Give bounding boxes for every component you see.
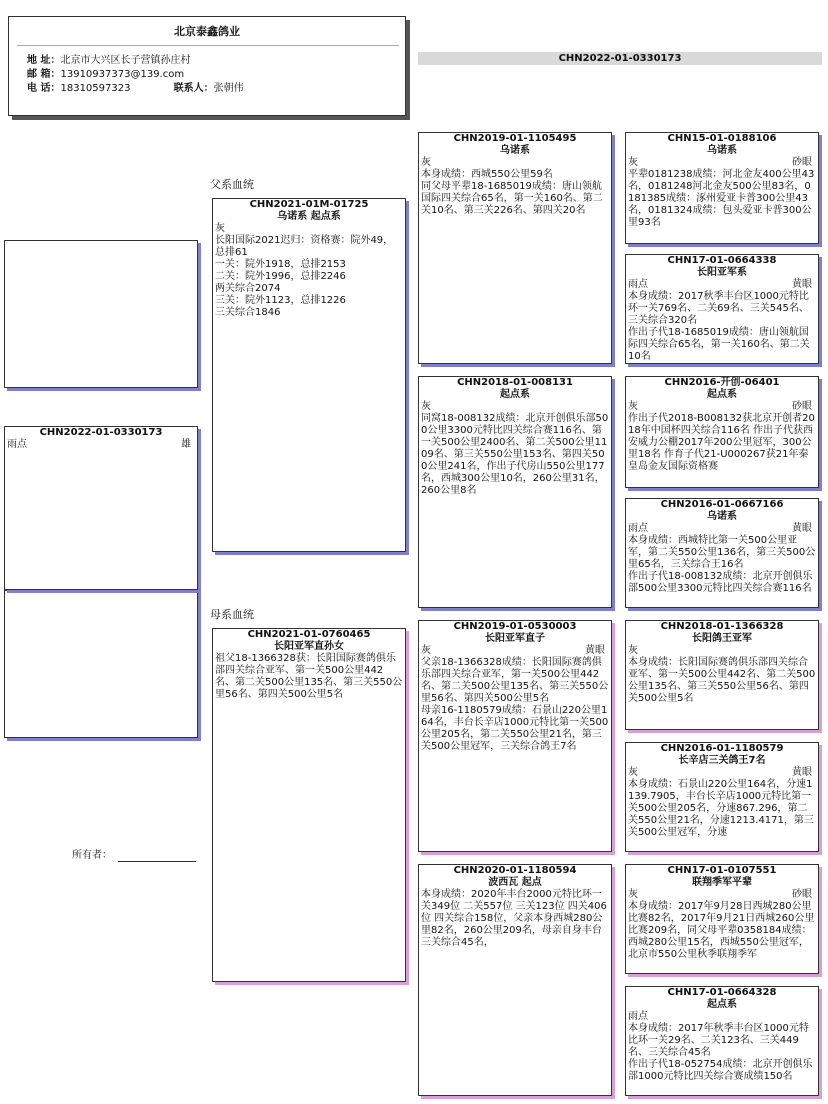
bird-color: 雨点 (628, 279, 648, 290)
header-divider (17, 45, 399, 46)
bird-strain: 长阳亚军系 (697, 267, 747, 278)
email-line (27, 69, 184, 81)
bird-strain: 波西瓦 起点 (488, 877, 542, 888)
contact-label: 联系人： (173, 83, 214, 94)
dsd-card (625, 742, 819, 852)
bird-attributes (213, 223, 405, 235)
bird-eye: 黄眼 (792, 279, 812, 290)
bird-color: 雨点 (628, 523, 648, 534)
bird-description: 本身成绩：2017年秋季丰台区1000元特比环一关29名、二关123名、三关449名、三关综合45名 作出子代18-052754成绩：北京开创俱乐部1000元特比四关综合赛成绩150名 (628, 1023, 813, 1082)
owner-blank-line (118, 852, 196, 862)
bird-description: 作出子代2018-B008132获北京开创者2018年中国杯四关综合116名 作出子代获西安威力公棚2017年200公里冠军，300公里18名 作育子代21-U000267获21年秦皇岛金友国际资格赛 (628, 413, 815, 472)
bird-ring: CHN17-01-0664338 (667, 255, 777, 266)
sire-card (212, 198, 406, 552)
bird-attributes (626, 1011, 818, 1023)
dam-dam-card (418, 864, 612, 1096)
phone-line (27, 83, 244, 95)
bird-attributes (419, 157, 611, 169)
sds-card (625, 376, 819, 488)
bird-description: 平辈0181238成绩：河北金友400公里43名，0181248河北金友500公里83名，0181385成绩：涿州爱亚卡普300公里43名，0181324成绩：包头爱亚卡普300公里93名 (628, 169, 815, 228)
bird-description: 本身成绩：长阳国际赛鸽俱乐部四关综合亚军、第一关500公里442名、第二关500公里135名、第三关550公里56名、第四关500公里5名 (628, 657, 816, 704)
loft-title: 北京泰鑫鸽业 (174, 25, 240, 38)
bird-description: 本身成绩：2017年9月28日西城280公里比赛82名，2017年9月21日西城260公里比赛209名，同父母平辈0358184成绩：西城280公里15名，西城550公里冠军，北京市550公里秋季联翔季军 (628, 901, 815, 960)
bird-strain: 乌诺系 (707, 145, 737, 156)
sss-card (625, 132, 819, 244)
bird-attributes (419, 645, 611, 657)
bird-description: 父亲18-1366328成绩：长阳国际赛鸽俱乐部四关综合亚军，第一关500公里442名、第二关500公里135名、第三关550公里56名、第四关500公里5名 母亲16-1180579成绩：石景山220公里164名，丰台长辛店1000元特比第一关500公里205名，第二关550公里21名，第三关500公里冠军，三关综合鸽王7名 (421, 657, 609, 752)
address-value: 北京市大兴区长子营镇孙庄村 (60, 55, 191, 66)
sire-sire-card (418, 132, 612, 364)
subject-color: 雨点 (7, 439, 27, 450)
bird-color: 灰 (215, 223, 225, 234)
bird-color: 灰 (421, 157, 431, 168)
sdd-card (625, 498, 819, 608)
bird-color: 灰 (628, 767, 638, 778)
email-value: 13910937373@139.com (60, 69, 185, 80)
bird-ring: CHN2018-01-1366328 (660, 621, 784, 632)
bird-ring: CHN2016-开创-06401 (664, 377, 780, 388)
bird-description: 本身成绩：2017秋季丰台区1000元特比环一关769名、二关69名、三关545名、三关综合320名 作出子代18-1685019成绩：唐山领航国际四关综合65名，第一关160名、第二关10名 (628, 291, 810, 362)
bird-color: 灰 (421, 401, 431, 412)
bird-description: 本身成绩：西城550公里59名 同父母平辈18-1685019成绩：唐山领航国际四关综合65名，第一关160名、第二关10名、第三关226名、第四关20名 (421, 169, 603, 216)
sire-dam-card (418, 376, 612, 608)
bird-strain: 乌诺系 (707, 511, 737, 522)
bird-description: 本身成绩：石景山220公里164名，分速1139.7905，丰台长辛店1000元特比第一关500公里205名，分速867.296，第二关550公里21名，分速1213.4171，第三关500公里冠军，分速 (628, 779, 814, 838)
dam-line-label: 母系血统 (210, 608, 254, 621)
bird-ring: CHN2019-01-0530003 (453, 621, 577, 632)
bird-ring: CHN2016-01-0667166 (660, 499, 784, 510)
bird-attributes (419, 401, 611, 413)
owner-label: 所有者： (72, 850, 112, 861)
bird-strain: 乌诺系 (500, 145, 530, 156)
bird-color: 灰 (628, 889, 638, 900)
bird-ring: CHN2021-01-0760465 (247, 629, 371, 640)
bird-attributes (626, 401, 818, 413)
bird-eye: 黄眼 (792, 767, 812, 778)
phone-value: 18310597323 (60, 83, 131, 94)
bird-color: 雨点 (628, 1011, 648, 1022)
pigeon-eye-photo-frame (4, 590, 198, 738)
pigeon-photo-frame (4, 240, 198, 388)
bird-strain: 起点系 (707, 999, 737, 1010)
bird-strain: 起点系 (500, 389, 530, 400)
ssd-card (625, 254, 819, 364)
bird-attributes (626, 889, 818, 901)
subject-ring: CHN2022-01-0330173 (39, 427, 163, 438)
ddd-card (625, 986, 819, 1096)
bird-strain: 联翔季军平辈 (692, 877, 752, 888)
bird-strain: 长辛店三关鸽王7名 (678, 755, 766, 766)
bird-eye: 砂眼 (792, 889, 812, 900)
bird-attributes (626, 645, 818, 657)
dam-sire-card (418, 620, 612, 852)
bird-description: 祖父18-1366328获：长阳国际赛鸽俱乐部四关综合亚军、第一关500公里442名、第二关500公里135名、第三关550公里56名、第四关500公里5名 (215, 653, 403, 700)
subject-sex: 雄 (181, 439, 191, 450)
bird-ring: CHN2018-01-008131 (457, 377, 573, 388)
bird-eye: 黄眼 (792, 523, 812, 534)
bird-strain: 长阳亚军直子 (485, 633, 545, 644)
bird-ring: CHN17-01-0107551 (667, 865, 777, 876)
loft-info-card (8, 16, 406, 116)
contact-value: 张朝伟 (213, 83, 244, 94)
address-label: 地 址： (27, 55, 61, 66)
phone-label: 电 话： (27, 83, 61, 94)
bird-ring: CHN2019-01-1105495 (453, 133, 577, 144)
bird-description: 同窝18-008132成绩：北京开创俱乐部500公里3300元特比四关综合赛116名、第一关500公里2400名、第二关500公里1109名、第三关550公里153名、第四关500公里241名，作出子代房山550公里177名，西城300公里10名，260公里31名，260公里8名 (421, 413, 609, 496)
bird-color: 灰 (421, 645, 431, 656)
bird-eye: 砂眼 (792, 401, 812, 412)
pedigree-ring-banner: CHN2022-01-0330173 (418, 52, 822, 65)
bird-strain: 长阳亚军直孙女 (274, 641, 344, 652)
dam-card (212, 628, 406, 982)
bird-strain: 起点系 (707, 389, 737, 400)
email-label: 邮 箱： (27, 69, 61, 80)
bird-attributes (626, 767, 818, 779)
bird-ring: CHN2016-01-1180579 (660, 743, 784, 754)
dds-card (625, 864, 819, 974)
subject-card (4, 426, 198, 590)
subject-attributes (5, 439, 197, 451)
bird-ring: CHN15-01-0188106 (667, 133, 777, 144)
owner-field (72, 850, 196, 862)
bird-color: 灰 (628, 401, 638, 412)
address-line (27, 55, 190, 67)
bird-strain: 长阳鸽王亚军 (692, 633, 752, 644)
bird-ring: CHN2021-01M-01725 (249, 199, 369, 210)
bird-eye: 砂眼 (792, 157, 812, 168)
bird-eye: 黄眼 (585, 645, 605, 656)
bird-ring: CHN17-01-0664328 (667, 987, 777, 998)
bird-color: 灰 (628, 645, 638, 656)
bird-ring: CHN2020-01-1180594 (453, 865, 577, 876)
bird-description: 本身成绩：西城特比第一关500公里亚军，第二关550公里136名，第三关500公里65名，三关综合王16名 作出子代18-008132成绩：北京开创俱乐部500公里3300元特比四关综合赛116名 (628, 535, 816, 594)
bird-color: 灰 (628, 157, 638, 168)
bird-attributes (626, 157, 818, 169)
dss-card (625, 620, 819, 730)
bird-attributes (626, 523, 818, 535)
bird-attributes (626, 279, 818, 291)
sire-line-label: 父系血统 (210, 178, 254, 191)
bird-strain: 乌诺系 起点系 (277, 211, 341, 222)
bird-description: 长阳国际2021迟归：资格赛：院外49，总排61 一关：院外1918，总排2153 二关：院外1996，总排2246 两关综合2074 三关：院外1123，总排1226 三关综合1846 (215, 235, 394, 318)
bird-description: 本身成绩：2020年丰台2000元特比环一关349位 二关557位 三关123位 四关406位 四关综合158位，父亲本身西城280公里82名，260公里209名，母亲自身丰台三关综合45名， (421, 889, 607, 948)
